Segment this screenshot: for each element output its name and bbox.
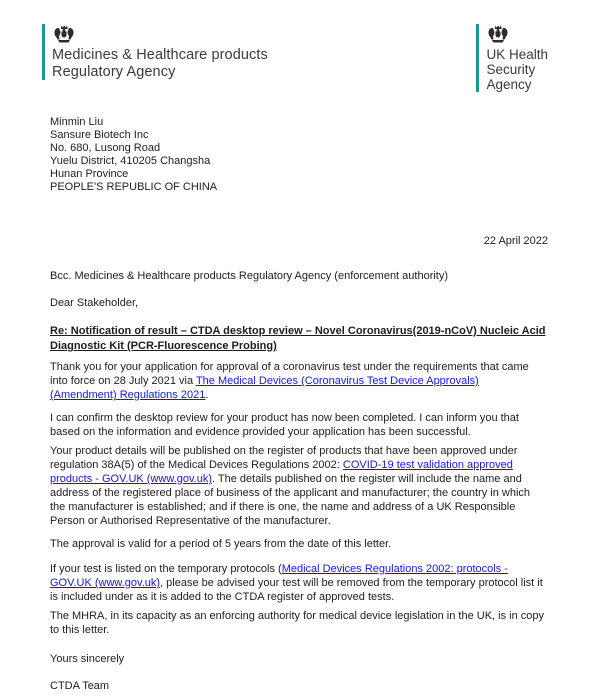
paragraph-text: . xyxy=(205,389,209,401)
ukhsa-logo-line2: Security xyxy=(486,62,536,77)
subject-line: Re: Notification of result – CTDA desktop review – Novel Coronavirus(2019-nCoV) Nucleic Acid Diagnostic Kit (PCR-Fluorescence Probing) xyxy=(50,325,546,352)
ukhsa-logo-line1: UK Health xyxy=(486,47,548,62)
paragraph-mhra-copy: The MHRA, in its capacity as an enforcing authority for medical device legislation in the UK, is in copy to this letter. xyxy=(50,610,545,636)
paragraph-text: , please be advised your test will be removed from the temporary protocol list it is included under as it is added to the CTDA register of approved tests. xyxy=(50,577,543,603)
mhra-logo-line2: Regulatory Agency xyxy=(52,63,176,80)
address-line: Yuelu District, 410205 Changsha xyxy=(50,155,211,167)
header xyxy=(42,24,548,92)
address-line: Sansure Biotech Inc xyxy=(50,129,149,141)
royal-crest-icon xyxy=(53,25,75,44)
link-temporary-protocols[interactable]: Medical Devices Regulations 2002: protocols - GOV.UK (www.gov.uk) xyxy=(50,563,508,589)
paragraph-text: Thank you for your application for approval of a coronavirus test under the requirements that came into force on 28 July 2021 via xyxy=(50,361,529,387)
link-approved-products-register[interactable]: COVID-19 test validation approved products - GOV.UK (www.gov.uk) xyxy=(50,459,513,485)
salutation: Dear Stakeholder, xyxy=(50,297,139,309)
signature: CTDA Team xyxy=(50,680,110,692)
paragraph-temporary-protocols xyxy=(50,562,548,604)
closing: Yours sincerely xyxy=(50,653,125,665)
paragraph-application-thanks xyxy=(50,360,548,402)
bcc-line: Bcc. Medicines & Healthcare products Regulatory Agency (enforcement authority) xyxy=(50,270,449,282)
paragraph-approval-validity: The approval is valid for a period of 5 years from the date of this letter. xyxy=(50,538,392,550)
mhra-logo-line1: Medicines & Healthcare products xyxy=(52,47,268,63)
paragraph-text: Your product details will be published on the register of products that have been approved under regulation 38A(5) of the Medical Devices Regulations 2002: xyxy=(50,445,518,471)
ukhsa-logo xyxy=(476,24,548,92)
link-ctda-regulations-2021[interactable]: The Medical Devices (Coronavirus Test Device Approvals) (Amendment) Regulations 2021 xyxy=(50,375,479,401)
address-line: No. 680, Lusong Road xyxy=(50,142,161,154)
address-line: PEOPLE'S REPUBLIC OF CHINA xyxy=(50,181,218,193)
paragraph-register-publication xyxy=(50,444,548,528)
mhra-logo xyxy=(42,24,268,80)
address-line: Minmin Liu xyxy=(50,116,104,128)
address-line: Hunan Province xyxy=(50,168,129,180)
letter-date: 22 April 2022 xyxy=(483,235,548,247)
ukhsa-logo-line3: Agency xyxy=(486,77,532,92)
paragraph-review-confirmation: I can confirm the desktop review for your product has now been completed. I can inform you that based on the information and evidence provided your application has been successful. xyxy=(50,412,519,438)
recipient-address xyxy=(50,116,548,194)
paragraph-text: . The details published on the register will include the name and address of the registered place of business of the applicant and manufacturer; the country in which the manufacturer is established; and if there is one, the name and address of a UK Responsible Person or Authorised Representative of the manufacturer. xyxy=(50,473,531,527)
paragraph-text: If your test is listed on the temporary protocols ( xyxy=(50,563,282,575)
royal-crest-icon xyxy=(487,25,509,44)
